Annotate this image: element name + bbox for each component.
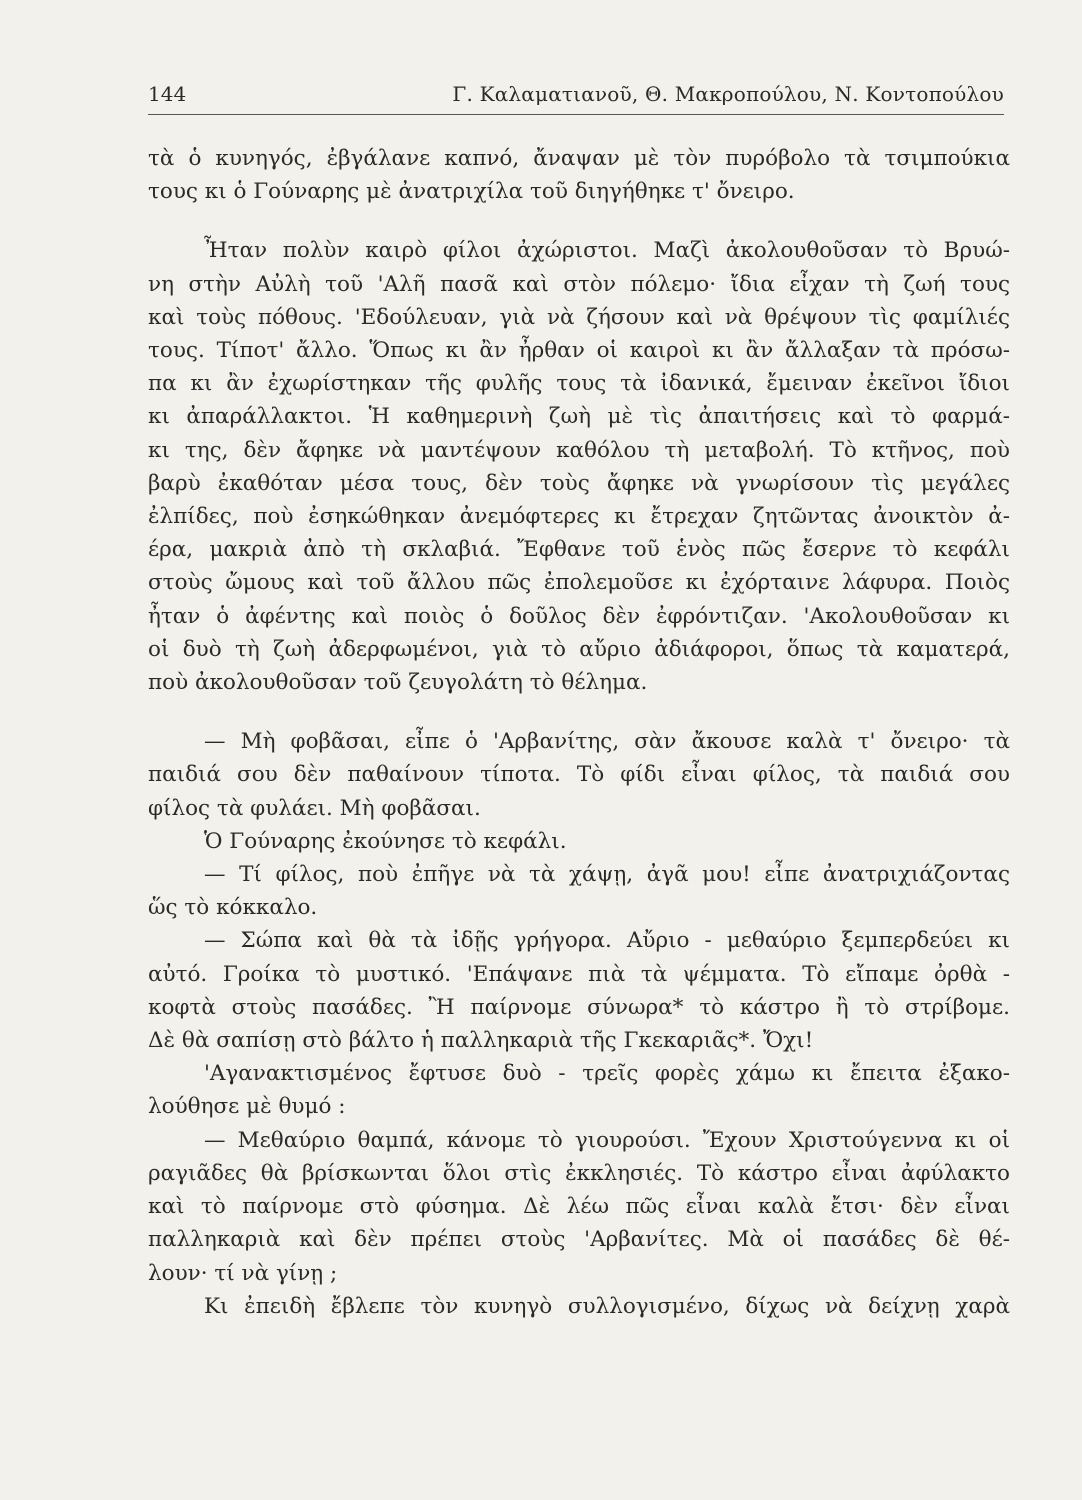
text-line: Ἦταν πολὺν καιρὸ φίλοι ἀχώριστοι. Μαζὶ ἀκολουθοῦσαν τὸ Βρυώ- bbox=[204, 238, 1010, 264]
text-line: ὥς τὸ κόκκαλο. bbox=[148, 895, 318, 921]
paragraph-4 bbox=[148, 825, 1010, 858]
paragraph-5 bbox=[148, 858, 1010, 924]
paragraph-9 bbox=[148, 1290, 1010, 1323]
text-line: ραγιᾶδες θὰ βρίσκωνται ὅλοι στὶς ἐκκλησιές. Τὸ κάστρο εἶναι ἀφύλακτο bbox=[148, 1160, 1010, 1186]
text-line: στοὺς ὤμους καὶ τοῦ ἄλλου πῶς ἐπολεμοῦσε κι ἐχόρταινε λάφυρα. Ποιὸς bbox=[148, 570, 1010, 596]
text-line: νη στὴν Αὐλὴ τοῦ 'Αλῆ πασᾶ καὶ στὸν πόλεμο· ἴδια εἶχαν τὴ ζωή τους bbox=[148, 271, 1010, 297]
text-line: τους κι ὁ Γούναρης μὲ ἀνατριχίλα τοῦ διηγήθηκε τ' ὄνειρο. bbox=[148, 179, 795, 205]
text-line: λούθησε μὲ θυμό : bbox=[148, 1094, 346, 1120]
text-line: Κι ἐπειδὴ ἔβλεπε τὸν κυνηγὸ συλλογισμένο, δίχως νὰ δείχνῃ χαρὰ bbox=[204, 1293, 1010, 1319]
text-line: — Τί φίλος, ποὺ ἐπῆγε νὰ τὰ χάψῃ, ἀγᾶ μου! εἶπε ἀνατριχιάζοντας bbox=[204, 862, 1010, 888]
text-line: βαρὺ ἐκαθόταν μέσα τους, δὲν τοὺς ἄφηκε νὰ γνωρίσουν τὶς μεγάλες bbox=[148, 470, 1010, 496]
paragraph-7 bbox=[148, 1057, 1010, 1123]
text-line: τους. Τίποτ' ἄλλο. Ὅπως κι ἂν ἦρθαν οἱ καιροὶ κι ἂν ἄλλαξαν τὰ πρόσω- bbox=[148, 338, 1010, 364]
page-number: 144 bbox=[148, 82, 187, 106]
text-line: Δὲ θὰ σαπίσῃ στὸ βάλτο ἡ παλληκαριὰ τῆς Γκεκαριᾶς*. Ὄχι! bbox=[148, 1028, 814, 1054]
running-head: Γ. Καλαματιανοῦ, Θ. Μακροπούλου, Ν. Κοντοπούλου bbox=[452, 82, 1004, 106]
paragraph-3 bbox=[148, 725, 1010, 825]
paragraph-6 bbox=[148, 924, 1010, 1057]
text-line: ἐλπίδες, ποὺ ἐσηκώθηκαν ἀνεμόφτερες κι ἔτρεχαν ζητῶντας ἀνοικτὸν ἀ- bbox=[148, 504, 1010, 530]
text-line: αὐτό. Γροίκα τὸ μυστικό. 'Επάψανε πιὰ τὰ ψέμματα. Τὸ εἴπαμε ὀρθὰ - bbox=[148, 961, 1010, 987]
text-line: κι της, δὲν ἄφηκε νὰ μαντέψουν καθόλου τὴ μεταβολή. Τὸ κτῆνος, ποὺ bbox=[148, 437, 1010, 463]
text-line: — Μὴ φοβᾶσαι, εἶπε ὁ 'Αρβανίτης, σὰν ἄκουσε καλὰ τ' ὄνειρο· τὰ bbox=[204, 729, 1010, 755]
text-line: 'Αγανακτισμένος ἔφτυσε δυὸ - τρεῖς φορὲς χάμω κι ἔπειτα ἐξακο- bbox=[204, 1061, 1010, 1087]
text-line: ἦταν ὁ ἀφέντης καὶ ποιὸς ὁ δοῦλος δὲν ἐφρόντιζαν. 'Ακολουθοῦσαν κι bbox=[148, 603, 1010, 629]
paragraph-8 bbox=[148, 1124, 1010, 1290]
page-header bbox=[148, 78, 1004, 115]
body-text bbox=[148, 142, 1010, 1323]
text-line: — Μεθαύριο θαμπά, κάνομε τὸ γιουρούσι. Ἔχουν Χριστούγεννα κι οἱ bbox=[204, 1127, 1010, 1153]
paragraph-1 bbox=[148, 142, 1010, 208]
text-line: λουν· τί νὰ γίνῃ ; bbox=[148, 1260, 338, 1286]
text-line: έρα, μακριὰ ἀπὸ τὴ σκλαβιά. Ἔφθανε τοῦ ἑνὸς πῶς ἔσερνε τὸ κεφάλι bbox=[148, 537, 1010, 563]
text-line: Ὁ Γούναρης ἐκούνησε τὸ κεφάλι. bbox=[204, 828, 567, 854]
text-line: — Σώπα καὶ θὰ τὰ ἰδῇς γρήγορα. Αὔριο - μεθαύριο ξεμπερδεύει κι bbox=[204, 928, 1010, 954]
text-line: κι ἀπαράλλακτοι. Ἡ καθημερινὴ ζωὴ μὲ τὶς ἀπαιτήσεις καὶ τὸ φαρμά- bbox=[148, 404, 1010, 430]
text-line: παλληκαριὰ καὶ δὲν πρέπει στοὺς 'Αρβανίτες. Μὰ οἱ πασάδες δὲ θέ- bbox=[148, 1227, 1010, 1253]
text-line: πα κι ἂν ἐχωρίστηκαν τῆς φυλῆς τους τὰ ἰδανικά, ἔμειναν ἐκεῖνοι ἴδιοι bbox=[148, 371, 1010, 397]
text-line: καὶ τὸ παίρνομε στὸ φύσημα. Δὲ λέω πῶς εἶναι καλὰ ἔτσι· δὲν εἶναι bbox=[148, 1194, 1010, 1220]
text-line: ποὺ ἀκολουθοῦσαν τοῦ ζευγολάτη τὸ θέλημα. bbox=[148, 670, 648, 696]
text-line: οἱ δυὸ τὴ ζωὴ ἀδερφωμένοι, γιὰ τὸ αὔριο ἀδιάφοροι, ὅπως τὰ καματερά, bbox=[148, 636, 1010, 662]
text-line: τὰ ὁ κυνηγός, ἐβγάλανε καπνό, ἄναψαν μὲ τὸν πυρόβολο τὰ τσιμπούκια bbox=[148, 146, 1010, 171]
text-line: παιδιά σου δὲν παθαίνουν τίποτα. Τὸ φίδι εἶναι φίλος, τὰ παιδιά σου bbox=[148, 762, 1010, 788]
text-line: κοφτὰ στοὺς πασάδες. Ἢ παίρνομε σύνωρα* τὸ κάστρο ἢ τὸ στρίβομε. bbox=[148, 994, 1010, 1020]
text-line: φίλος τὰ φυλάει. Μὴ φοβᾶσαι. bbox=[148, 795, 481, 821]
paragraph-2 bbox=[148, 234, 1010, 699]
text-line: καὶ τοὺς πόθους. 'Εδούλευαν, γιὰ νὰ ζήσουν καὶ νὰ θρέψουν τὶς φαμίλιές bbox=[148, 304, 1010, 330]
